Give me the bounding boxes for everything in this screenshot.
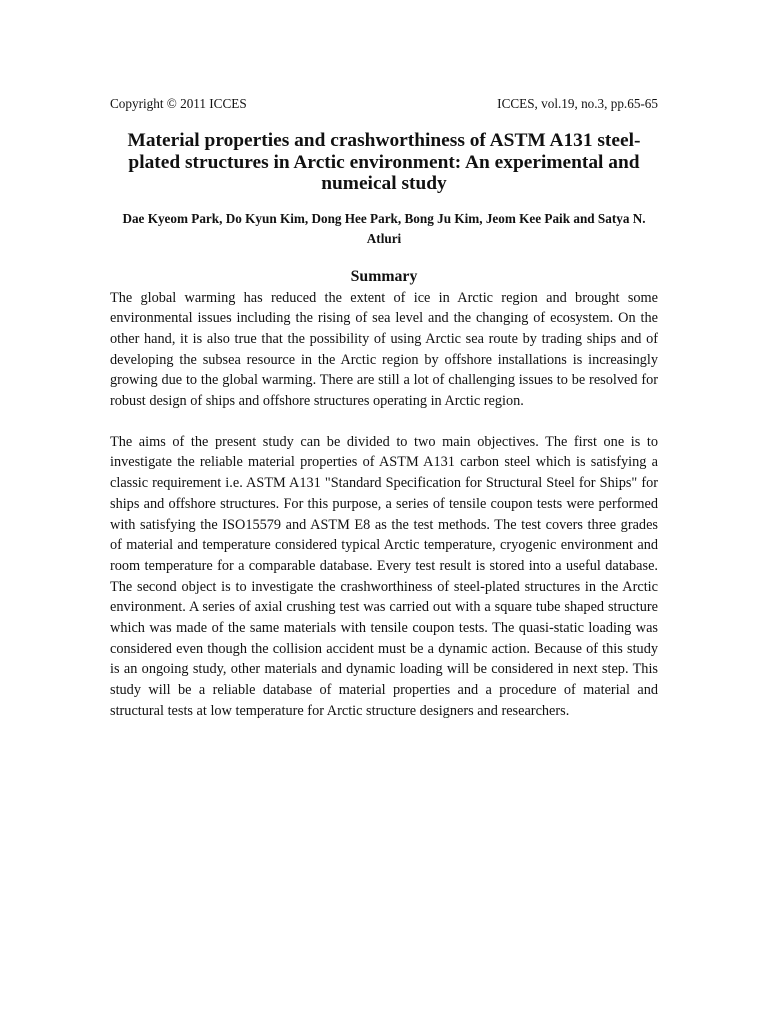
paper-title: Material properties and crashworthiness of ASTM A131 steel-plated structures in Arctic environment: An experimental and numeical study [127,130,641,194]
summary-paragraph-1: The global warming has reduced the extent of ice in Arctic region and brought some environmental issues including the rising of sea level and the changing of ecosystem. On the other hand, it is also true that the possibility of using Arctic sea route by trading ships and of developing the subsea resource in the Arctic region by offshore installations is increasingly growing due to the global warming. There are still a lot of challenging issues to be resolved for robust design of ships and offshore structures operating in Arctic region. [110,289,658,410]
journal-citation: ICCES, vol.19, no.3, pp.65-65 [497,96,658,111]
summary-heading: Summary [350,267,418,285]
paper-page [110,96,658,722]
copyright-notice: Copyright © 2011 ICCES [110,96,247,111]
author-list: Dae Kyeom Park, Do Kyun Kim, Dong Hee Park, Bong Ju Kim, Jeom Kee Paik and Satya N. Atluri [122,210,646,246]
running-header [110,96,658,112]
summary-paragraph-2: The aims of the present study can be divided to two main objectives. The first one is to investigate the reliable material properties of ASTM A131 carbon steel which is satisfying a classic requirement i.e. ASTM A131 "Standard Specification for Structural Steel for Ships" for ships and offshore structures. For this purpose, a series of tensile coupon tests were performed with satisfying the ISO15579 and ASTM E8 as the test methods. The test covers three grades of material and temperature considered typical Arctic temperature, cryogenic environment and room temperature for a comparable database. Every test result is stored into a useful database. The second object is to investigate the crashworthiness of steel-plated structures in the Arctic environment. A series of axial crushing test was carried out with a square tube shaped structure which was made of the same materials with tensile coupon tests. The quasi-static loading was considered even though the collision accident must be a dynamic action. Because of this study is an ongoing study, other materials and dynamic loading will be considered in next step. This study will be a reliable database of material properties and a procedure of material and structural tests at low temperature for Arctic structure designers and researchers. [110,433,658,719]
